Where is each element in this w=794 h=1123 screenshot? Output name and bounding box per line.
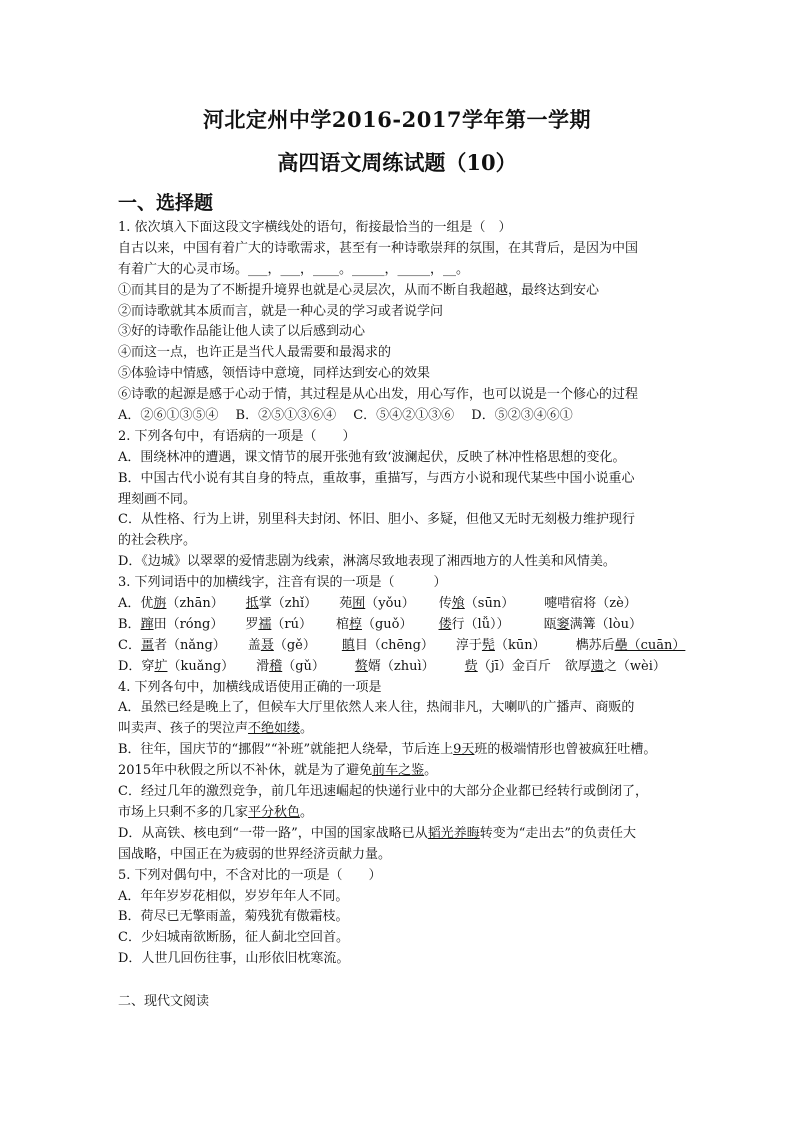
- q2-option-b: B．中国古代小说有其自身的特点，重故事，重描写，与西方小说和现代某些中国小说重心: [118, 470, 635, 486]
- q4-stem: 4. 下列各句中，加横线成语使用正确的一项是: [118, 679, 382, 695]
- q3-text: 棺: [335, 616, 349, 632]
- q1-options: A．②⑥①③⑤④ B．②⑤①③⑥④ C．⑤④②①③⑥ D．⑤②③④⑥①: [118, 408, 573, 424]
- q3-underlined-char: 稽: [269, 658, 283, 674]
- q4-option-c-cont: [118, 803, 678, 824]
- q3-underlined-char: 抵: [245, 596, 259, 612]
- q4-underlined-idiom: 前车之鉴: [372, 763, 425, 779]
- q3-text: 目（chēng）: [354, 637, 434, 653]
- q3-text: 檇苏后: [575, 637, 615, 653]
- q3-text: 唶宿将（zè）: [557, 596, 637, 612]
- q3-underlined-char: 旃: [153, 596, 167, 612]
- q3-underlined-char: 聂: [260, 637, 274, 653]
- q3-text: 苑: [339, 596, 353, 612]
- q4-text: 市场上只剩不多的几家: [118, 804, 249, 820]
- q4-text: 转变为“走出去”的负责任大: [479, 825, 637, 841]
- q4-option-a: A．虽然已经是晚上了，但候车大厅里依然人来人往，热闹非凡，大喇叭的广播声、商贩的: [118, 700, 635, 716]
- q3-text: 嚏: [544, 596, 558, 612]
- q3-text: 瓯: [543, 616, 557, 632]
- q4-underlined-idiom: 平分秋色: [248, 804, 301, 820]
- document-title: 河北定州中学2016-2017学年第一学期: [202, 107, 592, 132]
- q1-sentence: ⑥诗歌的起源是感于心动于情，其过程是从心出发，用心写作，也可以说是一个修心的过程: [118, 387, 639, 403]
- q5-stem: 5. 下列对偶句中，不含对比的一项是（ ）: [118, 867, 382, 883]
- q3-text: B．: [118, 616, 141, 632]
- q3-underlined-char: 赀: [464, 658, 478, 674]
- section-heading-choice: 一、选择题: [118, 192, 214, 214]
- q3-text: 淳于: [455, 637, 482, 653]
- q3-underlined-char: 蹿: [140, 616, 154, 632]
- q3-text: （guǒ）: [361, 616, 413, 632]
- q3-underlined-char: 偻: [438, 616, 452, 632]
- q3-underlined-char: 髡: [481, 637, 495, 653]
- q5-option-a: A．年年岁岁花相似，岁岁年年人不同。: [118, 888, 349, 904]
- q3-text: 掌: [258, 596, 272, 612]
- q4-text: 。: [300, 721, 314, 737]
- q4-text: 。: [424, 763, 438, 779]
- q3-text: 者（nǎng）: [153, 637, 226, 653]
- q3-text: （zhǐ）: [271, 596, 318, 612]
- q3-text: 婿（zhuì）: [367, 658, 435, 674]
- q3-option-b: [118, 615, 678, 636]
- q3-underlined-char: 赘: [354, 658, 368, 674]
- q1-sentence: ③好的诗歌作品能让他人读了以后感到动心: [118, 324, 366, 340]
- q3-text: 欲厚: [564, 658, 591, 674]
- document-subtitle: 高四语文周练试题（10）: [277, 150, 517, 175]
- q1-passage-line: 自古以来，中国有着广大的诗歌需求，甚至有一种诗歌崇拜的氛围，在其背后，是因为中国: [118, 240, 639, 256]
- q4-underlined-idiom: 韬光养晦: [427, 825, 480, 841]
- q1-passage-line: 有着广大的心灵市场。___，___，____。_____，_____，__。: [118, 261, 470, 277]
- q3-underlined-char: 窭: [556, 616, 570, 632]
- q2-stem: 2. 下列各句中，有语病的一项是（ ）: [118, 428, 356, 444]
- q1-sentence: ⑤体验诗中情感，领悟诗中意境，同样达到安心的效果: [118, 366, 431, 382]
- q4-text: 叫卖声、孩子的哭泣声: [118, 721, 249, 737]
- q3-text: （gě）: [273, 637, 316, 653]
- q3-text: （kūn）: [494, 637, 546, 653]
- q3-option-a: [118, 594, 678, 615]
- q3-text: 田（róng）: [153, 616, 224, 632]
- q3-text: 盖: [247, 637, 261, 653]
- q4-underlined-text: 9天: [453, 742, 475, 758]
- q3-underlined-char: 飧: [451, 596, 465, 612]
- q3-underlined-char: 椁: [348, 616, 362, 632]
- q3-text: （yǒu）: [365, 596, 415, 612]
- q1-sentence: ②而诗歌就其本质而言，就是一种心灵的学习或者说学问: [118, 303, 444, 319]
- q2-option-c: C．从性格、行为上讲，别里科夫封闭、怀旧、胆小、多疑，但他又无时无刻极力维护现行: [118, 512, 635, 528]
- q2-option-b-cont: 理刻画不同。: [118, 491, 197, 507]
- q3-underlined-char: 遗: [590, 658, 604, 674]
- q4-text: B．往年，国庆节的“挪假”“补班”就能把人绕晕，节后连上: [118, 742, 454, 758]
- q3-text: 行（lǚ））: [451, 616, 510, 632]
- q3-text: 滑: [256, 658, 270, 674]
- q4-underlined-idiom: 不绝如缕: [248, 721, 301, 737]
- q3-text: （kuǎng）: [167, 658, 235, 674]
- q3-text: C．: [118, 637, 141, 653]
- q3-text: （sūn）: [464, 596, 515, 612]
- q3-text: 之（wèi）: [603, 658, 666, 674]
- q3-underlined-char: 襦: [258, 616, 272, 632]
- q4-option-a-cont: [118, 719, 678, 740]
- q1-sentence: ①而其目的是为了不断提升境界也就是心灵层次，从而不断自我超越，最终达到安心: [118, 282, 600, 298]
- q1-sentence: ④而这一点，也许正是当代人最需要和最渴求的: [118, 345, 392, 361]
- q5-option-d: D．人世几回伤往事，山形依旧枕寒流。: [118, 951, 350, 967]
- q3-text: （jī）金百斤: [477, 658, 551, 674]
- q1-stem: 1. 依次填入下面这段文字横线处的语句，衔接最恰当的一组是（ ）: [118, 220, 512, 235]
- q3-underlined-char: 壘（cuān）: [614, 637, 686, 653]
- q3-text: （zhān）: [166, 596, 224, 612]
- q5-option-c: C．少妇城南欲断肠，征人蓟北空回首。: [118, 930, 349, 946]
- q3-stem: 3. 下列词语中的加横线字，注音有误的一项是（ ）: [118, 575, 447, 591]
- q3-underlined-char: 囿: [352, 596, 366, 612]
- question-body: [118, 218, 686, 970]
- q5-option-b: B．荷尽已无擎雨盖，菊残犹有傲霜枝。: [118, 909, 349, 925]
- q3-option-d: [118, 657, 678, 678]
- q4-text: 班的极端情形也曾被疯狂吐槽。: [474, 742, 657, 758]
- section-heading-reading: 二、现代文阅读: [118, 994, 210, 1009]
- q3-text: 满篝（lòu）: [569, 616, 642, 632]
- q4-option-d: [118, 824, 678, 845]
- q3-text: D．穿: [118, 658, 155, 674]
- q4-text: 。: [300, 804, 314, 820]
- q4-text: 2015年中秋假之所以不补休，就是为了避免: [118, 763, 373, 779]
- q2-option-c-cont: 的社会秩序。: [118, 533, 197, 549]
- q3-text: （gǔ）: [282, 658, 325, 674]
- q4-option-c: C．经过几年的激烈竞争，前几年迅速崛起的快递行业中的大部分企业都已经转行或倒闭了，: [118, 784, 648, 800]
- q4-option-b: [118, 740, 678, 761]
- q4-option-b-cont: [118, 761, 678, 782]
- q2-option-a: A．围绕林冲的遭遇，课文情节的展开张弛有致‘波澜起伏，反映了林冲性格思想的变化。: [118, 449, 626, 465]
- q3-text: （rú）: [271, 616, 312, 632]
- q3-text: 罗: [245, 616, 259, 632]
- q3-option-c: [118, 636, 686, 657]
- q3-underlined-char: 畺: [140, 637, 154, 653]
- q3-underlined-char: 圹: [154, 658, 168, 674]
- q4-option-d-cont: 国战略，中国正在为疲弱的世界经济贡献力量。: [118, 846, 392, 862]
- q4-text: D．从高铁、核电到“一带一路”，中国的国家战略已从: [118, 825, 428, 841]
- q2-option-d: D．《边城》以翠翠的爱情悲剧为线索，淋漓尽致地表现了湘西地方的人性美和风情美。: [118, 554, 616, 570]
- q3-underlined-char: 瞋: [341, 637, 355, 653]
- q3-text: A．优: [118, 596, 154, 612]
- q3-text: 传: [438, 596, 452, 612]
